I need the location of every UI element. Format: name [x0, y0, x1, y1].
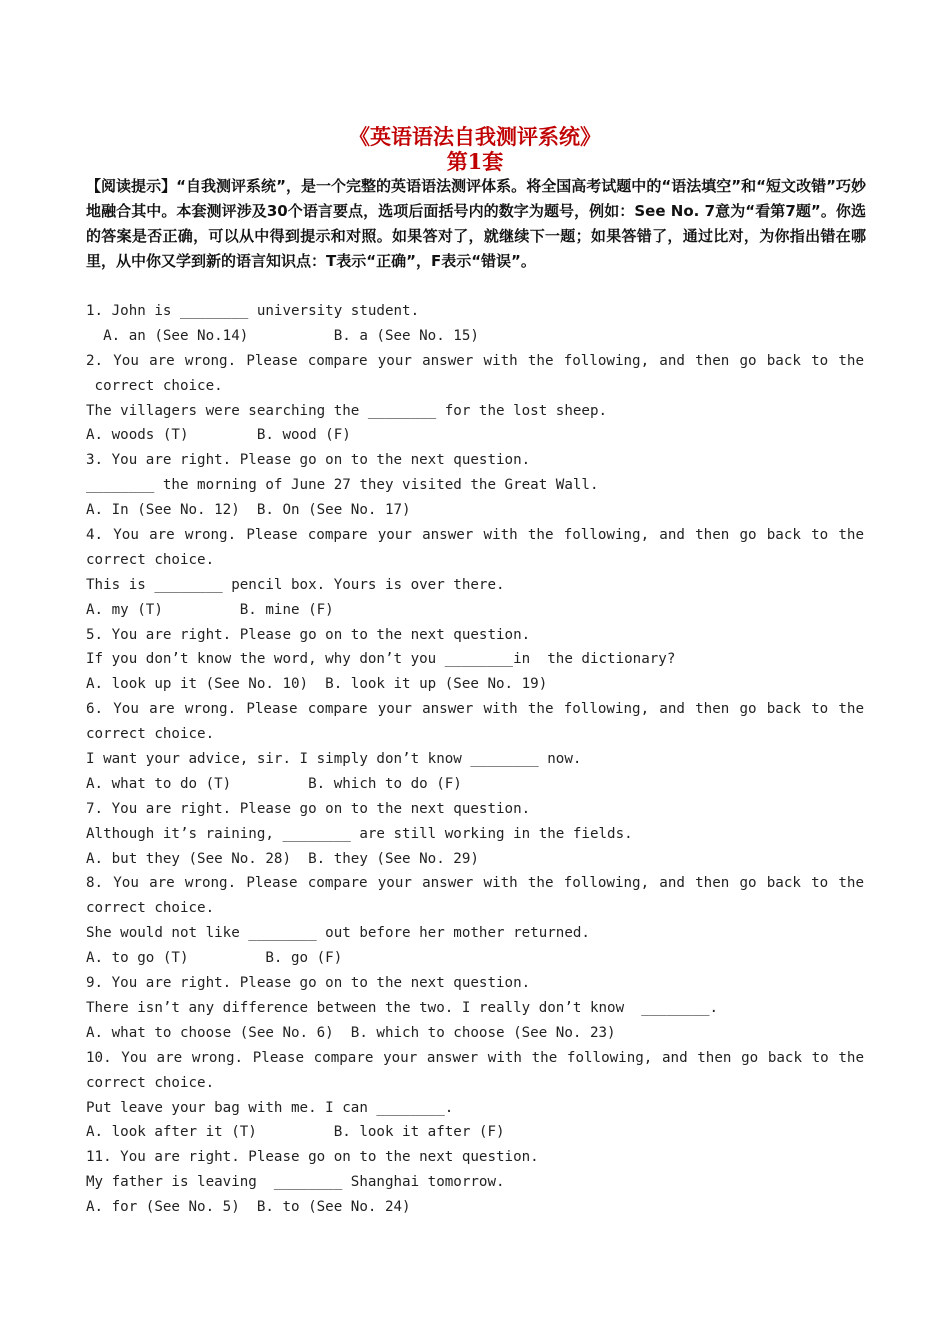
option-line: A. to go (T) B. go (F): [86, 950, 343, 967]
question-list: [86, 299, 864, 1220]
option-line: A. look after it (T) B. look it after (F): [86, 1124, 505, 1141]
option-line: A. but they (See No. 28) B. they (See No. 29): [86, 850, 479, 867]
feedback-line: 3. You are right. Please go on to the next question.: [86, 452, 531, 469]
option-line: A. an (See No.14) B. a (See No. 15): [86, 327, 479, 344]
question-line: The villagers were searching the ________ for the lost sheep.: [86, 402, 608, 419]
feedback-line: 11. You are right. Please go on to the next question.: [86, 1149, 539, 1166]
feedback-line: 5. You are right. Please go on to the next question.: [86, 626, 531, 643]
feedback-line: 4. You are wrong. Please compare your answer with the following, and then go back to the: [86, 527, 864, 544]
feedback-line: 8. You are wrong. Please compare your answer with the following, and then go back to the: [86, 875, 864, 892]
feedback-line: correct choice.: [86, 900, 215, 917]
feedback-line: 9. You are right. Please go on to the next question.: [86, 975, 531, 992]
question-line: ________ the morning of June 27 they visited the Great Wall.: [86, 477, 599, 494]
feedback-line: correct choice.: [86, 377, 223, 394]
feedback-line: 6. You are wrong. Please compare your answer with the following, and then go back to the: [86, 701, 864, 718]
question-line: She would not like ________ out before her mother returned.: [86, 925, 590, 942]
question-line: My father is leaving ________ Shanghai tomorrow.: [86, 1174, 505, 1191]
option-line: A. woods (T) B. wood (F): [86, 427, 351, 444]
question-line: Put leave your bag with me. I can ________.: [86, 1099, 454, 1116]
option-line: A. In (See No. 12) B. On (See No. 17): [86, 502, 411, 519]
document-subtitle: 第1套: [446, 149, 504, 174]
reading-tip-paragraph: 【阅读提示】“自我测评系统”，是一个完整的英语语法测评体系。将全国高考试题中的“语法填空”和“短文改错”巧妙地融合其中。本套测评涉及30个语言要点，选项后面括号内的数字为题号，例如：See No. 7意为“看第7题”。你选的答案是否正确，可以从中得到提示和对照。如果答对了，就继续下一题；如果答错了，通过比对，为你指出错在哪里，从中你又学到新的语言知识点：T表示“正确”，F表示“错误”。: [86, 177, 866, 270]
question-line: This is ________ pencil box. Yours is over there.: [86, 576, 505, 593]
option-line: A. what to choose (See No. 6) B. which to choose (See No. 23): [86, 1024, 616, 1041]
feedback-line: 10. You are wrong. Please compare your answer with the following, and then go back to the: [86, 1049, 864, 1066]
question-line: Although it’s raining, ________ are still working in the fields.: [86, 825, 633, 842]
question-line: I want your advice, sir. I simply don’t know ________ now.: [86, 751, 582, 768]
question-line: If you don’t know the word, why don’t you ________in the dictionary?: [86, 651, 676, 668]
feedback-line: correct choice.: [86, 726, 215, 743]
feedback-line: 7. You are right. Please go on to the next question.: [86, 800, 531, 817]
question-line: 1. John is ________ university student.: [86, 303, 420, 319]
option-line: A. for (See No. 5) B. to (See No. 24): [86, 1199, 411, 1216]
option-line: A. my (T) B. mine (F): [86, 601, 334, 618]
question-line: There isn’t any difference between the two. I really don’t know ________.: [86, 999, 719, 1016]
document-title: 《英语语法自我测评系统》: [349, 124, 601, 149]
feedback-line: correct choice.: [86, 551, 215, 568]
feedback-line: correct choice.: [86, 1074, 215, 1091]
option-line: A. look up it (See No. 10) B. look it up (See No. 19): [86, 676, 548, 693]
feedback-line: 2. You are wrong. Please compare your answer with the following, and then go back to the: [86, 352, 864, 369]
option-line: A. what to do (T) B. which to do (F): [86, 775, 462, 792]
